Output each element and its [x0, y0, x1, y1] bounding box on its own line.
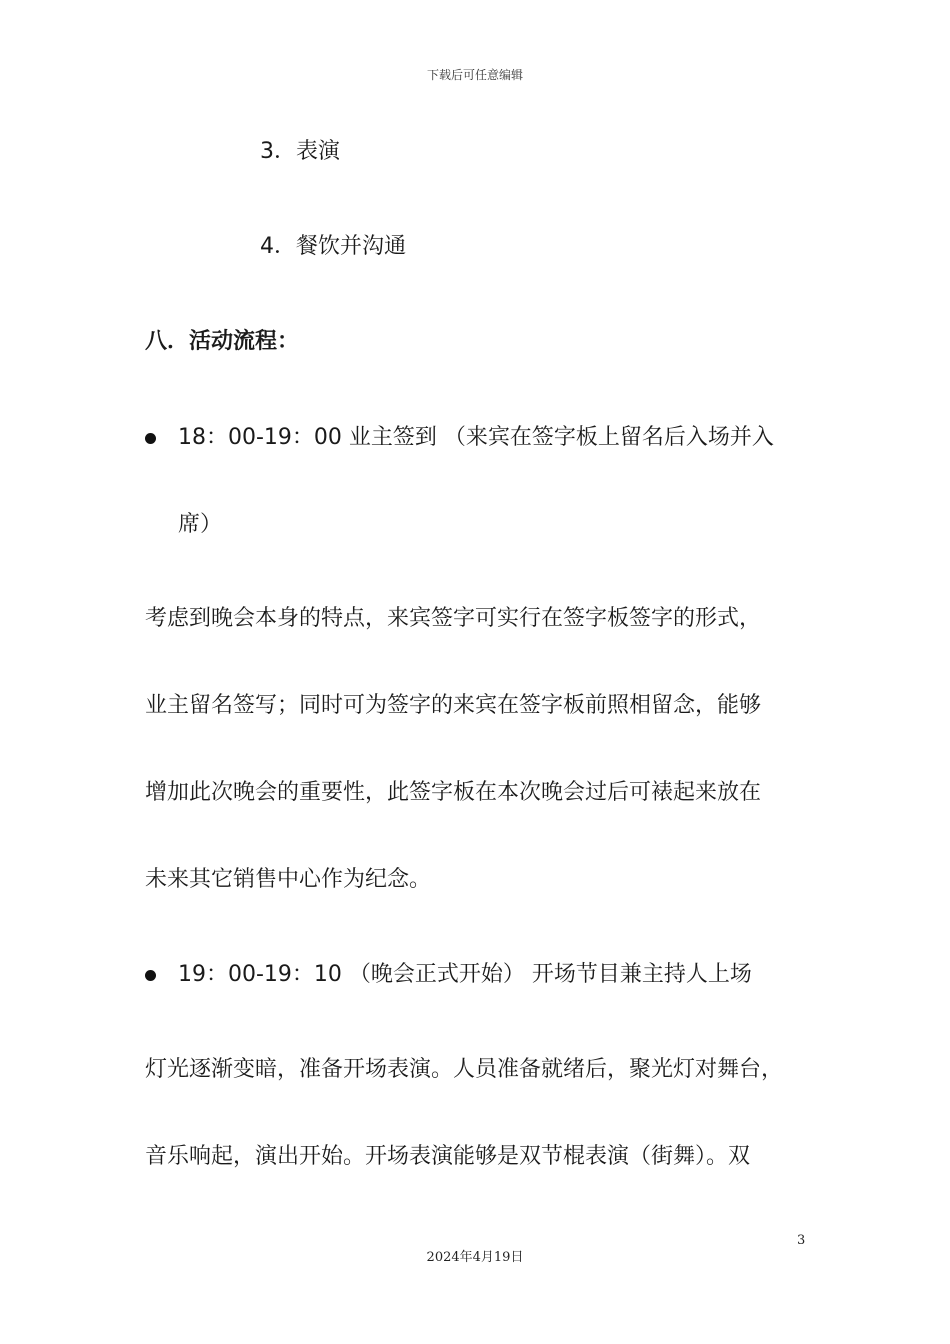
paragraph-2-line-1: 灯光逐渐变暗，准备开场表演。人员准备就绪后，聚光灯对舞台， [145, 1057, 784, 1082]
page-number: 3 [797, 1233, 806, 1248]
header-note: 下载后可任意编辑 [426, 68, 523, 82]
list-item-dining: 4．餐饮并沟通 [260, 234, 406, 259]
list-item-performance: 3．表演 [260, 139, 340, 164]
paragraph-2-line-2: 音乐响起，演出开始。开场表演能够是双节棍表演（街舞）。双 [145, 1144, 751, 1169]
bullet-2-line-1: 19：00-19：10 （晚会正式开始） 开场节目兼主持人上场 [178, 962, 752, 987]
bullet-icon [145, 433, 156, 444]
paragraph-1-line-4: 未来其它销售中心作为纪念。 [145, 867, 432, 892]
paragraph-1-line-1: 考虑到晚会本身的特点，来宾签字可实行在签字板签字的形式， [145, 606, 762, 631]
bullet-1-line-2: 席） [178, 512, 223, 537]
section-heading: 八．活动流程： [145, 329, 300, 354]
paragraph-1-line-2: 业主留名签写；同时可为签字的来宾在签字板前照相留念，能够 [145, 693, 762, 718]
footer-date: 2024年4月19日 [426, 1250, 524, 1265]
bullet-icon [145, 970, 156, 981]
paragraph-1-line-3: 增加此次晚会的重要性，此签字板在本次晚会过后可裱起来放在 [145, 780, 762, 805]
bullet-1-line-1: 18：00-19：00 业主签到 （来宾在签字板上留名后入场并入 [178, 425, 774, 450]
